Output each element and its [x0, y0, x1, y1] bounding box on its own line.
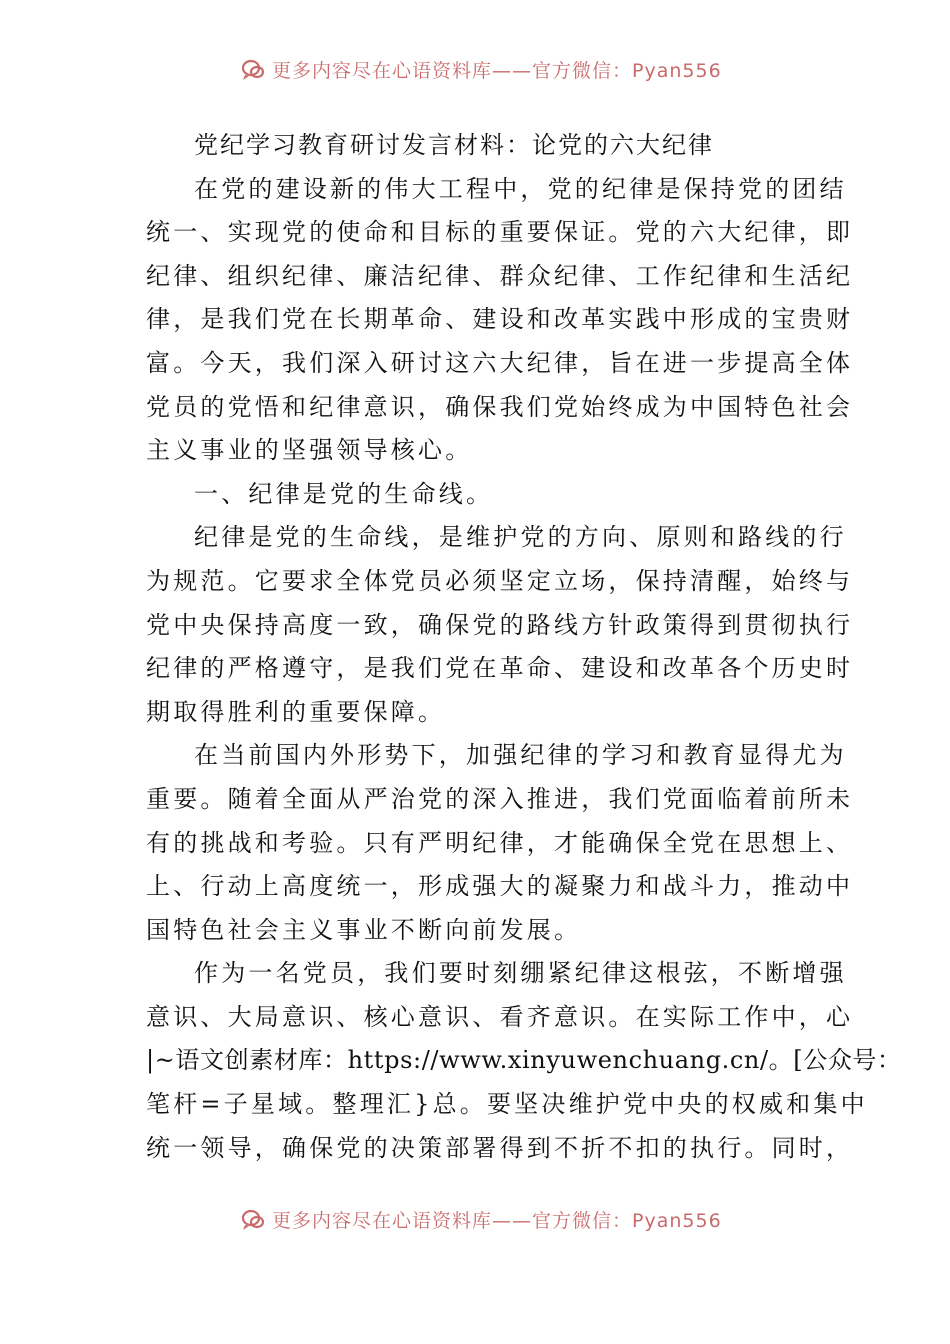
- text-line: 纪律、组织纪律、廉洁纪律、群众纪律、工作纪律和生活纪: [146, 261, 854, 290]
- text-line: 统一领导，确保党的决策部署得到不折不扣的执行。同时，: [146, 1133, 854, 1162]
- page-title: 党纪学习教育研讨发言材料：论党的六大纪律: [194, 131, 714, 159]
- text-line: 为规范。它要求全体党员必须坚定立场，保持清醒，始终与: [146, 566, 854, 595]
- text-line: 在当前国内外形势下，加强纪律的学习和教育显得尤为: [194, 741, 847, 770]
- text-line: 律，是我们党在长期革命、建设和改革实践中形成的宝贵财: [146, 305, 854, 334]
- header-watermark: [0, 56, 950, 90]
- text-line: 党中央保持高度一致，确保党的路线方针政策得到贯彻执行: [146, 610, 854, 639]
- text-line: |~语文创素材库：https://www.xinyuwenchuang.cn/。[公众号：: [146, 1046, 902, 1075]
- wechat-logo-icon: [240, 1206, 266, 1232]
- text-line: 笔杆=子星域。整理汇}总。要坚决维护党中央的权威和集中: [146, 1090, 868, 1119]
- footer-watermark: [0, 1206, 950, 1240]
- watermark-text: 更多内容尽在心语资料库——官方微信：Pyan556: [272, 59, 722, 82]
- text-line: 党员的党悟和纪律意识，确保我们党始终成为中国特色社会: [146, 392, 854, 421]
- text-line: 统一、实现党的使命和目标的重要保证。党的六大纪律，即: [146, 218, 854, 247]
- text-line: 作为一名党员，我们要时刻绷紧纪律这根弦，不断增强: [194, 959, 847, 988]
- text-line: 国特色社会主义事业不断向前发展。: [146, 915, 582, 944]
- text-line: 期取得胜利的重要保障。: [146, 697, 446, 726]
- text-line: 纪律是党的生命线，是维护党的方向、原则和路线的行: [194, 523, 847, 552]
- section-heading: 一、纪律是党的生命线。: [194, 479, 494, 508]
- text-line: 主义事业的坚强领导核心。: [146, 436, 473, 465]
- text-line: 在党的建设新的伟大工程中，党的纪律是保持党的团结: [194, 174, 847, 203]
- text-line: 纪律的严格遵守，是我们党在革命、建设和改革各个历史时: [146, 654, 854, 683]
- text-line: 有的挑战和考验。只有严明纪律，才能确保全党在思想上、: [146, 828, 854, 857]
- document-body: [146, 124, 902, 1170]
- text-line: 上、行动上高度统一，形成强大的凝聚力和战斗力，推动中: [146, 872, 854, 901]
- text-line: 富。今天，我们深入研讨这六大纪律，旨在进一步提高全体: [146, 348, 854, 377]
- text-line: 重要。随着全面从严治党的深入推进，我们党面临着前所未: [146, 784, 854, 813]
- wechat-logo-icon: [240, 56, 266, 82]
- text-line: 意识、大局意识、核心意识、看齐意识。在实际工作中，心: [146, 1002, 854, 1031]
- watermark-text: 更多内容尽在心语资料库——官方微信：Pyan556: [272, 1209, 722, 1232]
